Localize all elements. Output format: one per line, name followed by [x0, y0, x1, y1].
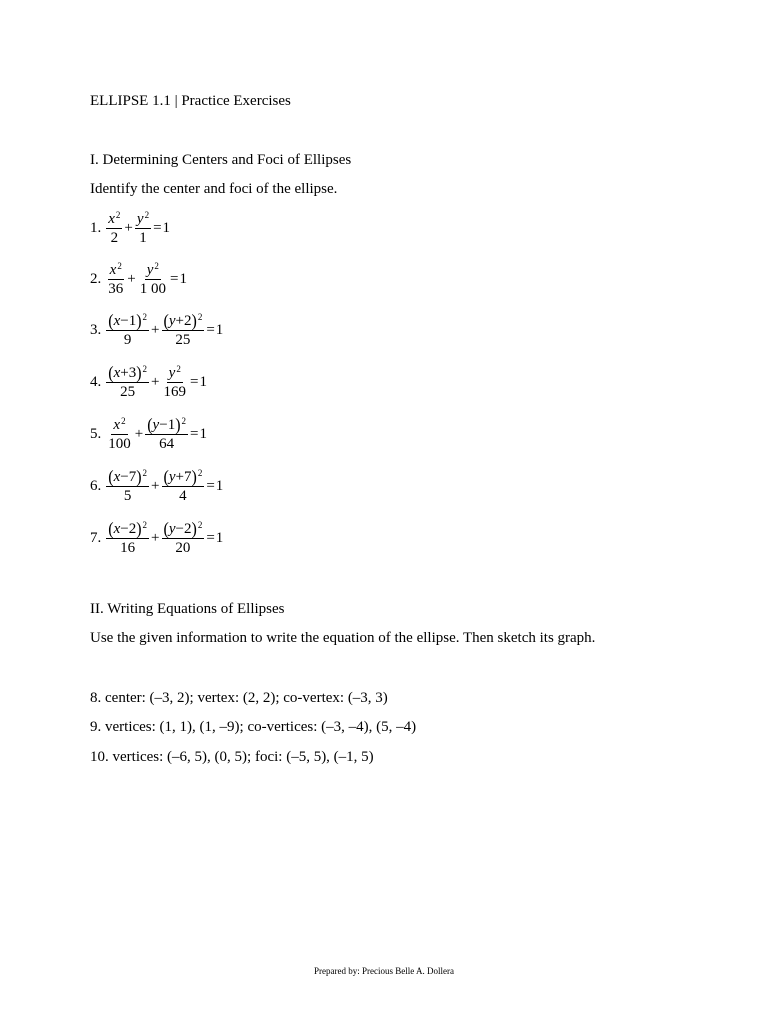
problem-4: 4. ( x + 3 ) 2 25 + y 2 169 = 1 [90, 363, 207, 400]
document-title: ELLIPSE 1.1 | Practice Exercises [90, 93, 291, 109]
fraction-2: ( y + 7 ) 2 4 [163, 467, 203, 504]
fraction-1: x 2 100 [108, 416, 131, 452]
section-2-instruction: Use the given information to write the equation of the ellipse. Then sketch its graph. [90, 630, 596, 646]
section-1-instruction: Identify the center and foci of the ellipse. [90, 181, 338, 197]
problem-number: 5. [90, 426, 102, 442]
problem-1: 1. x 2 2 + y 2 1 = 1 [90, 210, 171, 246]
problem-number: 4. [90, 374, 102, 390]
fraction-1: x 2 2 [108, 210, 121, 246]
fraction-2: ( y − 1 ) 2 64 [147, 415, 187, 452]
section-2-heading: II. Writing Equations of Ellipses [90, 601, 285, 617]
problem-number: 3. [90, 322, 102, 338]
problem-number: 1. [90, 220, 102, 236]
fraction-1: ( x + 3 ) 2 25 [108, 363, 148, 400]
problem-7: 7. ( x − 2 ) 2 16 + ( y − 2 ) 2 20 = 1 [90, 519, 224, 556]
problem-8: 8. center: (–3, 2); vertex: (2, 2); co-vertex: (–3, 3) [90, 690, 388, 706]
problem-number: 6. [90, 478, 102, 494]
fraction-1: ( x − 1 ) 2 9 [108, 311, 148, 348]
problem-10: 10. vertices: (–6, 5), (0, 5); foci: (–5, 5), (–1, 5) [90, 749, 374, 765]
fraction-1: ( x − 7 ) 2 5 [108, 467, 148, 504]
problem-number: 2. [90, 271, 102, 287]
footer-credit: Prepared by: Precious Belle A. Dollera [314, 966, 454, 976]
document-page [90, 0, 730, 1024]
fraction-2: y 2 1 00 [139, 261, 166, 297]
problem-9: 9. vertices: (1, 1), (1, –9); co-vertices: (–3, –4), (5, –4) [90, 719, 417, 735]
fraction-2: y 2 169 [163, 364, 187, 400]
fraction-1: ( x − 2 ) 2 16 [108, 519, 148, 556]
fraction-2: ( y − 2 ) 2 20 [163, 519, 203, 556]
section-1-heading: I. Determining Centers and Foci of Ellipses [90, 152, 352, 168]
problem-number: 7. [90, 530, 102, 546]
problem-6: 6. ( x − 7 ) 2 5 + ( y + 7 ) 2 4 = 1 [90, 467, 224, 504]
problem-3: 3. ( x − 1 ) 2 9 + ( y + 2 ) 2 25 = 1 [90, 311, 224, 348]
fraction-2: y 2 1 [136, 210, 150, 246]
problem-2: 2. x 2 36 + y 2 1 00 = 1 [90, 261, 187, 297]
fraction-2: ( y + 2 ) 2 25 [163, 311, 203, 348]
problem-5: 5. x 2 100 + ( y − 1 ) 2 64 = 1 [90, 415, 207, 452]
fraction-1: x 2 36 [108, 261, 124, 297]
